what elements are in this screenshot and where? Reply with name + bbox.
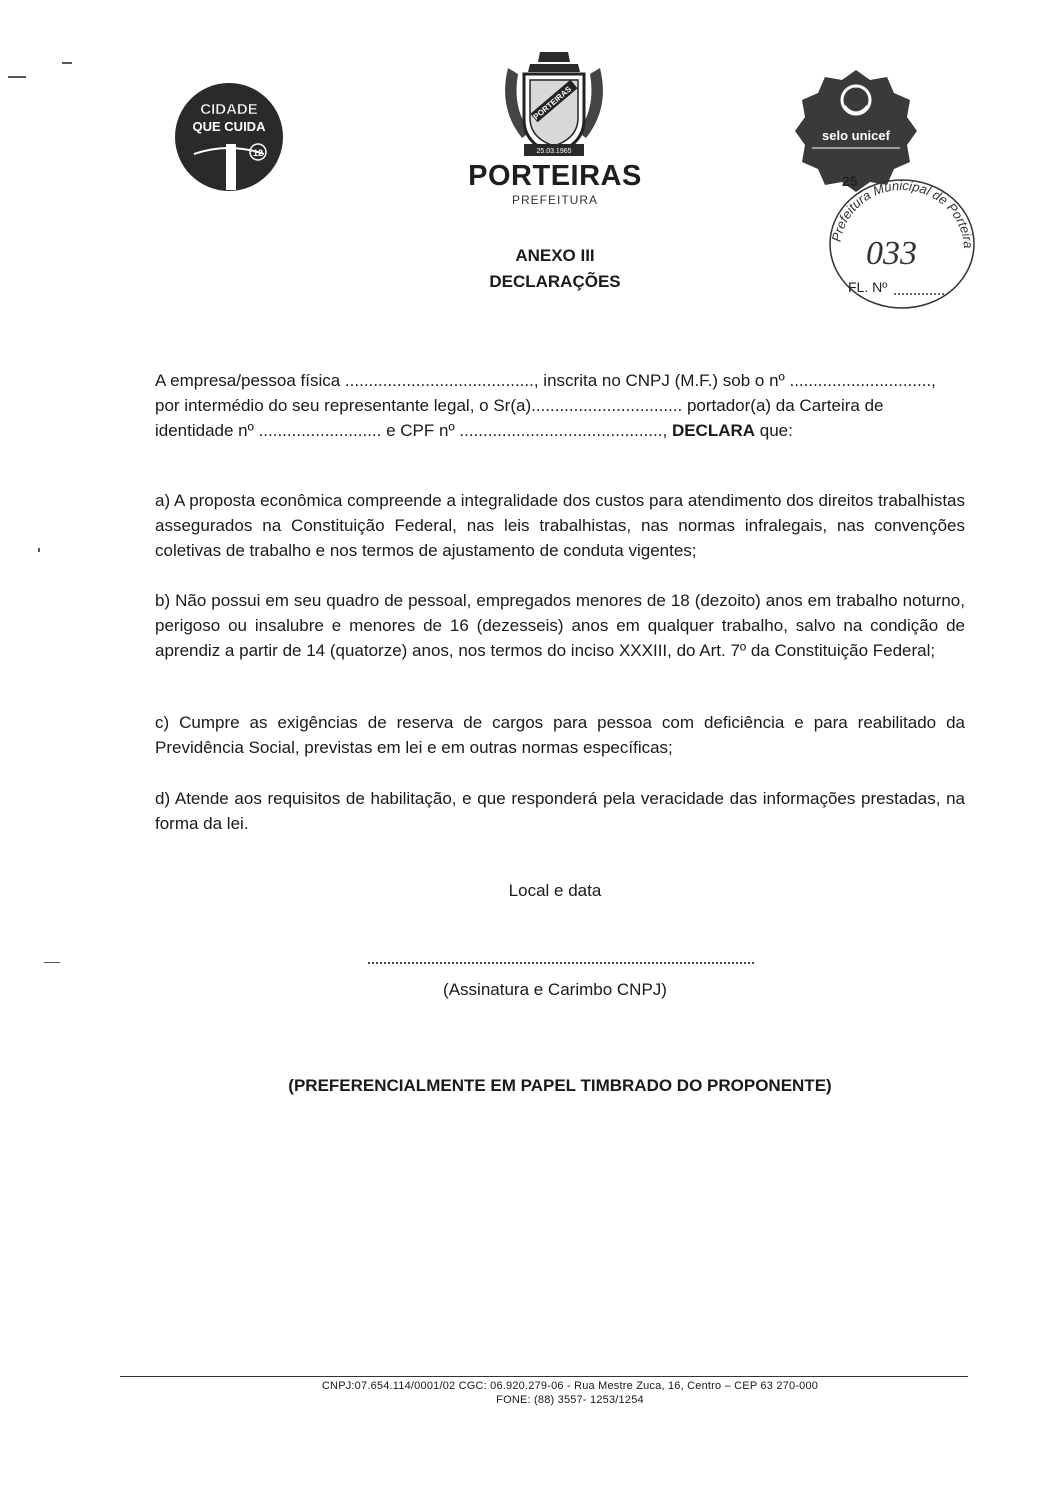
signature-label: (Assinatura e Carimbo CNPJ)	[443, 980, 667, 999]
scan-mark	[62, 62, 72, 64]
signature-line	[368, 962, 754, 964]
letterhead-note: (PREFERENCIALMENTE EM PAPEL TIMBRADO DO PROPONENTE)	[288, 1076, 832, 1095]
intro-line-2: por intermédio do seu representante legal, o Sr(a)................................ portador(a) da Carteira de	[155, 396, 884, 415]
footer-divider	[120, 1376, 968, 1377]
scan-mark	[38, 548, 40, 552]
footer-address: CNPJ:07.654.114/0001/02 CGC: 06.920.279-06 - Rua Mestre Zuca, 16, Centro – CEP 63 270-000	[321, 1380, 819, 1392]
brand-name: PORTEIRAS	[468, 160, 642, 192]
stamp-handwritten-number: 033	[866, 235, 917, 272]
stamp-label: FL. Nº	[848, 279, 888, 295]
scan-mark	[44, 962, 60, 963]
unicef-text: selo unicef	[822, 128, 890, 143]
logo-line2: QUE CUIDA	[192, 119, 266, 134]
annex-title: ANEXO III	[515, 246, 595, 265]
porteiras-coat-of-arms-icon	[500, 48, 608, 160]
intro-paragraph	[155, 368, 965, 443]
logo-line1: CIDADE	[200, 101, 258, 118]
seal-number: 25	[842, 173, 858, 189]
footer-phone: FONE: (88) 3557- 1253/1254	[496, 1394, 644, 1406]
declaration-item-c: c) Cumpre as exigências de reserva de cargos para pessoa com deficiência e para reabilitado da Previdência Social, previstas em lei e em outras normas específicas;	[155, 713, 965, 757]
scan-mark	[8, 76, 26, 78]
intro-line-3-text: identidade nº .......................... e CPF nº ...........................................,	[155, 421, 672, 440]
brand-subtitle: PREFEITURA	[511, 193, 598, 207]
intro-line-1: A empresa/pessoa física ........................................, inscrita no CNPJ (M.F.) sob o nº ..............................,	[155, 371, 936, 390]
declarations-title: DECLARAÇÕES	[489, 272, 621, 291]
stamp-circle-text: Prefeitura Municipal de Porteira	[828, 177, 977, 249]
declaration-item-a: a) A proposta econômica compreende a integralidade dos custos para atendimento dos direitos trabalhistas assegurados na Constituição Federal, nas leis trabalhistas, nas normas infralegais, nas convenções coletivas de trabalho e nos termos de ajustamento de conduta vigentes;	[155, 491, 965, 560]
page-number-stamp	[822, 162, 982, 312]
intro-line-3	[155, 418, 965, 443]
declaration-item-b: b) Não possui em seu quadro de pessoal, empregados menores de 18 (dezoito) anos em trabalho noturno, perigoso ou insalubre e menores de 16 (dezesseis) anos em qualquer trabalho, salvo na condição de aprendiz a partir de 14 (quatorze) anos, nos termos do inciso XXXIII, do Art. 7º da Constituição Federal;	[155, 591, 965, 660]
declara-keyword: DECLARA	[671, 421, 756, 440]
declaration-item-d: d) Atende aos requisitos de habilitação, e que responderá pela veracidade das informações prestadas, na forma da lei.	[155, 789, 965, 833]
crest-ribbon-text: PORTEIRAS	[531, 84, 574, 122]
crest-date: 25.03.1965	[536, 148, 572, 155]
intro-que: que:	[755, 421, 793, 440]
local-and-date: Local e data	[508, 881, 602, 900]
cidade-que-cuida-logo	[174, 82, 284, 192]
logo-badge: 12	[252, 148, 264, 158]
